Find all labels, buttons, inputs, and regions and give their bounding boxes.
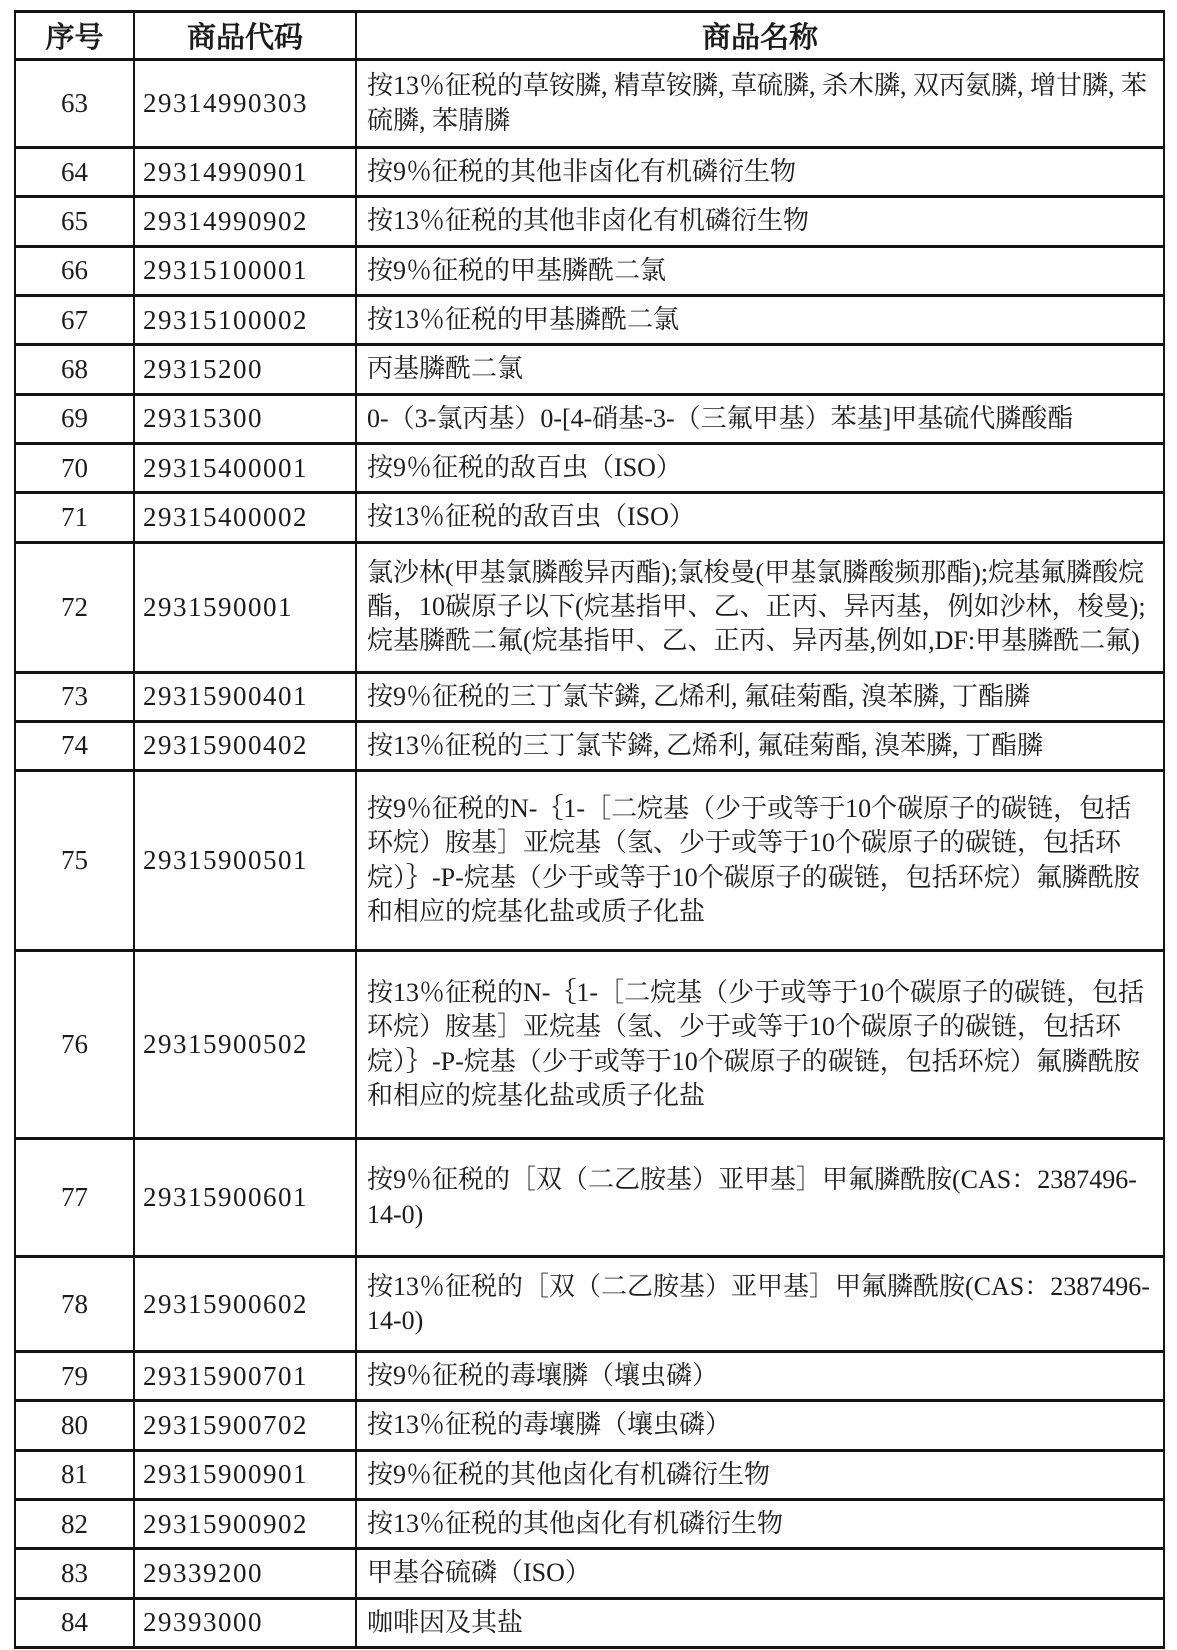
- table-row: [15, 60, 1164, 148]
- row-serial-number: 82: [15, 1500, 134, 1549]
- row-commodity-code: 29315900702: [134, 1401, 356, 1450]
- row-commodity-name: 按9％征税的三丁氯苄鏻, 乙烯利, 氟硅菊酯, 溴苯膦, 丁酯膦: [356, 672, 1164, 721]
- table-row: [15, 1598, 1164, 1647]
- row-commodity-name: 按9％征税的N-｛1-［二烷基（少于或等于10个碳原子的碳链，包括环烷）胺基］亚烷基（氢、少于或等于10个碳原子的碳链，包括环烷）｝-P-烷基（少于或等于10个碳原子的碳链，包括环烷）氟膦酰胺和相应的烷基化盐或质子化盐: [356, 771, 1164, 951]
- table-row: [15, 1450, 1164, 1499]
- table-row: [15, 771, 1164, 951]
- row-commodity-code: 29339200: [134, 1549, 356, 1598]
- row-commodity-code: 29314990902: [134, 197, 356, 246]
- row-serial-number: 64: [15, 148, 134, 197]
- row-commodity-code: 29315900402: [134, 721, 356, 770]
- row-commodity-code: 29315900901: [134, 1450, 356, 1499]
- table-row: [15, 493, 1164, 542]
- table-row: [15, 295, 1164, 344]
- row-commodity-name: 0-（3-氯丙基）0-[4-硝基-3-（三氟甲基）苯基]甲基硫代膦酸酯: [356, 394, 1164, 443]
- table-header: [15, 12, 1164, 60]
- table-row: [15, 1500, 1164, 1549]
- row-serial-number: 71: [15, 493, 134, 542]
- row-commodity-name: 咖啡因及其盐: [356, 1598, 1164, 1647]
- row-serial-number: 78: [15, 1257, 134, 1352]
- row-commodity-name: 按9％征税的敌百虫（ISO）: [356, 443, 1164, 492]
- row-commodity-name: 按13％征税的三丁氯苄鏻, 乙烯利, 氟硅菊酯, 溴苯膦, 丁酯膦: [356, 721, 1164, 770]
- row-commodity-code: 29315900401: [134, 672, 356, 721]
- table-row: [15, 672, 1164, 721]
- row-serial-number: 76: [15, 951, 134, 1139]
- row-commodity-name: 按13％征税的甲基膦酰二氯: [356, 295, 1164, 344]
- row-serial-number: 74: [15, 721, 134, 770]
- row-commodity-code: 29315400002: [134, 493, 356, 542]
- commodity-table: [14, 10, 1165, 1649]
- row-commodity-code: 29315900701: [134, 1352, 356, 1401]
- row-commodity-name: 按13％征税的N-｛1-［二烷基（少于或等于10个碳原子的碳链，包括环烷）胺基］亚烷基（氢、少于或等于10个碳原子的碳链，包括环烷）｝-P-烷基（少于或等于10个碳原子的碳链，包括环烷）氟膦酰胺和相应的烷基化盐或质子化盐: [356, 951, 1164, 1139]
- row-serial-number: 73: [15, 672, 134, 721]
- table-row: [15, 1352, 1164, 1401]
- table-body: [15, 60, 1164, 1648]
- table-row: [15, 394, 1164, 443]
- table-row: [15, 1401, 1164, 1450]
- table-row: [15, 951, 1164, 1139]
- row-serial-number: 66: [15, 246, 134, 295]
- row-commodity-code: 29315400001: [134, 443, 356, 492]
- table-row: [15, 345, 1164, 394]
- row-serial-number: 79: [15, 1352, 134, 1401]
- table-row: [15, 148, 1164, 197]
- table-row: [15, 1549, 1164, 1598]
- row-commodity-name: 按13％征税的毒壤膦（壤虫磷）: [356, 1401, 1164, 1450]
- row-commodity-code: 29315900601: [134, 1139, 356, 1257]
- row-serial-number: 84: [15, 1598, 134, 1647]
- row-commodity-code: 2931590001: [134, 542, 356, 672]
- row-commodity-name: 按9％征税的其他卤化有机磷衍生物: [356, 1450, 1164, 1499]
- row-serial-number: 75: [15, 771, 134, 951]
- row-commodity-code: 29315100001: [134, 246, 356, 295]
- table-row: [15, 246, 1164, 295]
- row-commodity-code: 29314990303: [134, 60, 356, 148]
- col-header-commodity-code: 商品代码: [134, 12, 356, 60]
- row-commodity-code: 29315900902: [134, 1500, 356, 1549]
- row-commodity-name: 按9％征税的甲基膦酰二氯: [356, 246, 1164, 295]
- row-serial-number: 67: [15, 295, 134, 344]
- row-commodity-name: 按9％征税的毒壤膦（壤虫磷）: [356, 1352, 1164, 1401]
- row-serial-number: 83: [15, 1549, 134, 1598]
- table-row: [15, 721, 1164, 770]
- col-header-serial-number: 序号: [15, 12, 134, 60]
- row-commodity-name: 氯沙林(甲基氯膦酸异丙酯);氯梭曼(甲基氯膦酸频那酯);烷基氟膦酸烷酯，10碳原子以下(烷基指甲、乙、正丙、异丙基，例如沙林，梭曼);烷基膦酰二氟(烷基指甲、乙、正丙、异丙基,例如,DF:甲基膦酰二氟): [356, 542, 1164, 672]
- row-commodity-name: 按9％征税的其他非卤化有机磷衍生物: [356, 148, 1164, 197]
- row-serial-number: 65: [15, 197, 134, 246]
- row-commodity-code: 29315100002: [134, 295, 356, 344]
- table-row: [15, 542, 1164, 672]
- header-row: [15, 12, 1164, 60]
- table-row: [15, 197, 1164, 246]
- row-commodity-code: 29314990901: [134, 148, 356, 197]
- row-serial-number: 80: [15, 1401, 134, 1450]
- row-serial-number: 69: [15, 394, 134, 443]
- row-commodity-code: 29393000: [134, 1598, 356, 1647]
- row-serial-number: 81: [15, 1450, 134, 1499]
- table-row: [15, 1139, 1164, 1257]
- table-row: [15, 1257, 1164, 1352]
- row-commodity-name: 甲基谷硫磷（ISO）: [356, 1549, 1164, 1598]
- row-serial-number: 70: [15, 443, 134, 492]
- row-serial-number: 72: [15, 542, 134, 672]
- row-commodity-code: 29315900602: [134, 1257, 356, 1352]
- row-commodity-code: 29315200: [134, 345, 356, 394]
- row-commodity-code: 29315900501: [134, 771, 356, 951]
- row-commodity-name: 丙基膦酰二氯: [356, 345, 1164, 394]
- row-commodity-name: 按13％征税的敌百虫（ISO）: [356, 493, 1164, 542]
- row-commodity-name: 按9％征税的［双（二乙胺基）亚甲基］甲氟膦酰胺(CAS：2387496-14-0): [356, 1139, 1164, 1257]
- row-serial-number: 77: [15, 1139, 134, 1257]
- row-commodity-name: 按13％征税的其他非卤化有机磷衍生物: [356, 197, 1164, 246]
- row-commodity-code: 29315900502: [134, 951, 356, 1139]
- row-serial-number: 63: [15, 60, 134, 148]
- row-commodity-code: 29315300: [134, 394, 356, 443]
- table-row: [15, 443, 1164, 492]
- row-commodity-name: 按13％征税的草铵膦, 精草铵膦, 草硫膦, 杀木膦, 双丙氨膦, 增甘膦, 苯硫膦, 苯腈膦: [356, 60, 1164, 148]
- col-header-commodity-name: 商品名称: [356, 12, 1164, 60]
- row-commodity-name: 按13％征税的［双（二乙胺基）亚甲基］甲氟膦酰胺(CAS：2387496-14-0): [356, 1257, 1164, 1352]
- row-commodity-name: 按13％征税的其他卤化有机磷衍生物: [356, 1500, 1164, 1549]
- row-serial-number: 68: [15, 345, 134, 394]
